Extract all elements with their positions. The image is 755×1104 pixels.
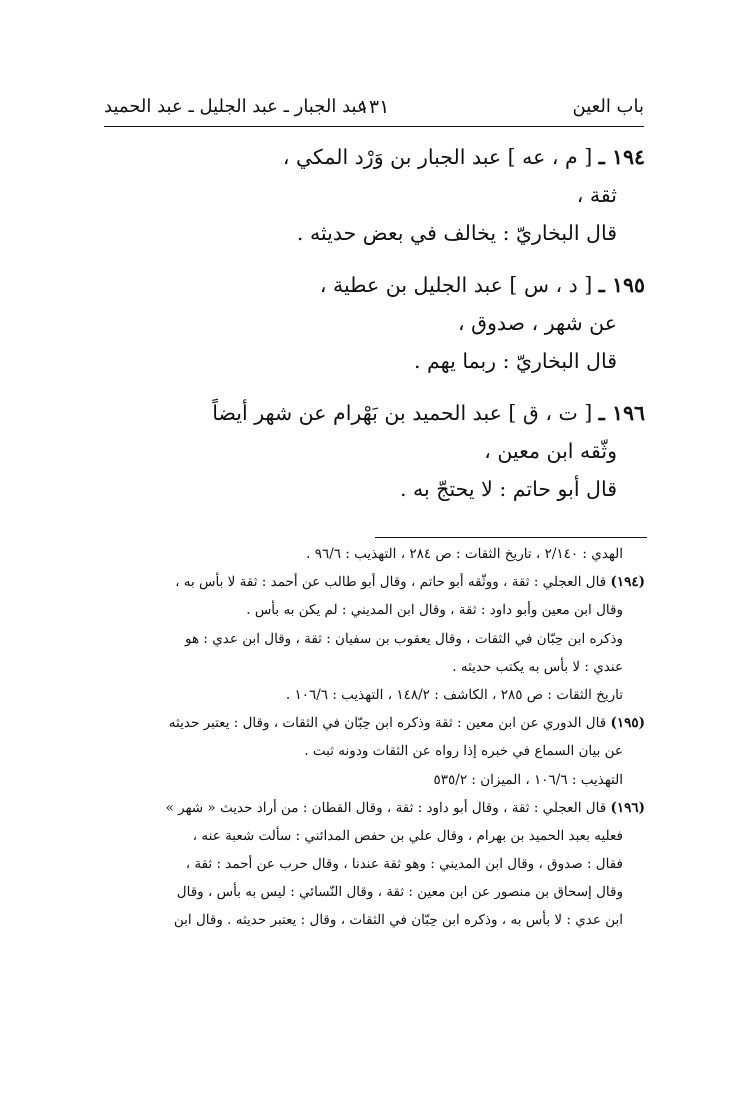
footnote-line	[105, 596, 645, 624]
footnote-divider	[375, 537, 647, 538]
entry-number: ١٩٦ ـ	[598, 401, 645, 425]
footnote-line	[105, 625, 645, 653]
main-text	[105, 138, 645, 508]
entry-line	[105, 394, 645, 432]
footnote-text: وقال ابن معين وأبو داود : ثقة ، وقال ابن المديني : لم يكن به بأس .	[246, 602, 623, 619]
footnote-text: قال الدوري عن ابن معين : ثقة وذكره ابن حِبّان في الثقات ، وقال : يعتبر حديثه	[168, 715, 607, 732]
footnote-line	[105, 794, 645, 822]
entry-line: عن شهر ، صدوق ،	[457, 311, 617, 335]
footnote-line	[105, 737, 645, 765]
entry-line: قال البخاريّ : ربما يهم .	[414, 349, 617, 373]
footnote-line	[105, 709, 645, 737]
footnote-text: فقال : صدوق ، وقال ابن المديني : وهو ثقة عندنا ، وقال حرب عن أحمد : ثقة ،	[185, 856, 623, 873]
footnote-text: تاريخ الثقات : ص ٢٨٥ ، الكاشف : ١٤٨/٢ ، التهذيب : ١٠٦/٦ .	[285, 686, 623, 703]
footnote-line	[105, 681, 645, 709]
footnote-number: (١٩٦)	[610, 799, 645, 816]
footnote-line	[105, 878, 645, 906]
footnote-line	[105, 568, 645, 596]
entry-number: ١٩٤ ـ	[598, 145, 645, 169]
entry-heading: [ ت ، ق ] عبد الحميد بن بَهْرام عن شهر أيضاً	[212, 401, 593, 425]
section-names: عبد الجبار ـ عبد الجليل ـ عبد الحميد	[104, 96, 368, 117]
footnote-text: قال العجلي : ثقة ، ووثّقه أبو حاتم ، وقال أبو طالب عن أحمد : ثقة لا بأس به ،	[175, 574, 607, 591]
footnote-text: الهدي : ٢/١٤٠ ، تاريخ الثقات : ص ٢٨٤ ، التهذيب : ٩٦/٦ .	[306, 546, 623, 562]
footnote-number: (١٩٥)	[610, 715, 645, 732]
footnote-text: عندي : لا بأس به يكتب حديثه .	[452, 658, 623, 675]
footnote-line	[105, 850, 645, 878]
footnote-line	[105, 766, 645, 794]
footnote-text: التهذيب : ١٠٦/٦ ، الميزان : ٥٣٥/٢	[433, 771, 623, 788]
entry-heading: [ د ، س ] عبد الجليل بن عطية ،	[319, 273, 593, 297]
footnote-line	[105, 822, 645, 850]
entry-line	[105, 266, 645, 304]
footnote-text: وذكره ابن حِبّان في الثقات ، وقال يعقوب بن سفيان : ثقة ، وقال ابن عدي : هو	[184, 630, 623, 647]
entry-line	[105, 138, 645, 176]
footnote-text: ابن عدي : لا بأس به ، وذكره ابن حِبّان في الثقات ، وقال : يعتبر حديثه . وقال ابن	[173, 912, 623, 929]
page-number: ١٣١	[358, 96, 390, 118]
footnote-number: (١٩٤)	[610, 574, 645, 591]
footnotes	[105, 540, 645, 935]
entry-line: وثّقه ابن معين ،	[484, 439, 617, 463]
footnote-text: فعليه بعبد الحميد بن بهرام ، وقال علي بن حفص المدائني : سألت شعبة عنه ،	[192, 827, 623, 844]
footnote-text: قال العجلي : ثقة ، وقال أبو داود : ثقة ، وقال القطان : من أراد حديث « شهر »	[165, 799, 607, 816]
entry-number: ١٩٥ ـ	[598, 273, 645, 297]
running-header	[104, 94, 644, 127]
entry-heading: [ م ، عه ] عبد الجبار بن وَرْد المكي ،	[282, 145, 593, 169]
entry-line: ثقة ،	[576, 183, 617, 207]
footnote-line	[105, 540, 645, 568]
footnote-line	[105, 653, 645, 681]
footnote-text: وقال إسحاق بن منصور عن ابن معين : ثقة ، وقال النّسائي : ليس به بأس ، وقال	[176, 884, 623, 901]
chapter-title: باب العين	[572, 96, 644, 117]
entry-line: قال البخاريّ : يخالف في بعض حديثه .	[296, 221, 617, 245]
entry-line: قال أبو حاتم : لا يحتجّ به .	[400, 477, 617, 501]
footnote-line	[105, 906, 645, 934]
footnote-text: عن بيان السماع في خبره إذا رواه عن الثقات ودونه ثبت .	[304, 743, 623, 760]
